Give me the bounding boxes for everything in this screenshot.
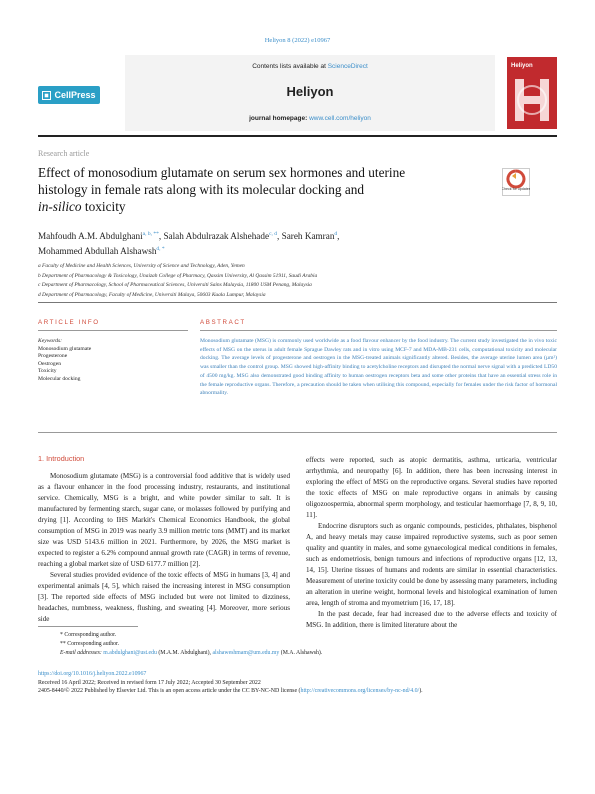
journal-citation[interactable]: Heliyon 8 (2022) e10967 xyxy=(264,37,331,44)
author: Mohammed Abdullah Alshawsh xyxy=(38,246,157,257)
author: Salah Abdulrazak Alshehade xyxy=(163,231,270,242)
article-type: Research article xyxy=(38,149,90,158)
header-rule xyxy=(38,135,557,137)
cellpress-logo xyxy=(38,86,100,104)
check-updates-label: Check for updates xyxy=(502,187,530,191)
cover-title: Heliyon xyxy=(511,63,533,69)
paragraph: effects were reported, such as atopic dermatitis, asthma, urticaria, ventricular arrhythmia, and neuropathy [6]. In addition, there has been increasing interest in exploring the effect of MSG on the reproductive organs. Several studies have reported the toxic effects of MSG on male reproductive organs in animals by causing oligozoospermia, abnormal sperm morphology, and testicular haemorrhage [7, 8, 9, 10, 11]. xyxy=(306,456,557,519)
email-link[interactable]: alshaweshmam@um.edu.my xyxy=(212,650,280,656)
article-info-rule xyxy=(38,330,188,331)
email-line: E-mail addresses: m.abdulghani@ust.edu (M.A.M. Abdulghani), alshaweshmam@um.edu.my (M.A. Alshawsh). xyxy=(60,650,323,656)
journal-cover xyxy=(507,57,557,129)
footnote: ** Corresponding author. xyxy=(60,641,120,647)
contents-line: Contents lists available at ScienceDirect xyxy=(252,63,368,70)
check-for-updates-badge[interactable] xyxy=(502,168,530,196)
footnote-rule xyxy=(38,626,138,627)
author: Mahfoudh A.M. Abdulghani xyxy=(38,231,143,242)
body-column-right xyxy=(306,455,557,631)
affiliation: d Department of Pharmacology, Faculty of Medicine, Universiti Malaya, 50603 Kuala Lumpur, Malaysia xyxy=(38,291,266,298)
keyword: Oestrogen xyxy=(38,360,61,367)
keyword: Toxicity xyxy=(38,368,57,375)
body-column-left xyxy=(38,471,290,625)
check-updates-icon xyxy=(502,168,530,196)
paragraph: Endocrine disruptors such as organic compounds, pesticides, phthalates, bisphenol A, and heavy metals may cause impaired reproductive systems, such as poor semen quality and quantity in males, and some gynaecological medical conditions in females, such as endometriosis, benign tumours and infections of reproductive organs [12, 13, 14, 15]. Uterine tissues of humans and rodents are similar in essential characteristics. Measurement of uterine toxicity could be done by assessing many parameters, including an alteration in uterine weight, hormonal levels and histological examination of lumen area, length of stroma and myometrium [16, 17, 18]. xyxy=(306,522,557,607)
keywords-block xyxy=(38,338,91,384)
sciencedirect-link[interactable]: ScienceDirect xyxy=(327,63,368,70)
affiliation: a Faculty of Medicine and Health Sciences, University of Science and Technology, Aden, Yemen xyxy=(38,263,245,269)
journal-name: Heliyon xyxy=(286,84,334,99)
section-divider xyxy=(38,302,557,303)
paragraph: Several studies provided evidence of the toxic effects of MSG in humans [3, 4] and experimental animals [4, 5], which raised the increasing interest in MSG consumption [3]. The reported side effects of MSG included but were not limited to dizziness, headaches, numbness, weakness, flushing, and sweating [4]. Moreover, more serious side xyxy=(38,571,290,623)
cellpress-logo-icon xyxy=(42,91,51,100)
keyword: Molecular docking xyxy=(38,375,81,382)
article-title: Effect of monosodium glutamate on serum sex hormones and uterine histology in female rats along with its molecular docking and in-silico toxicity xyxy=(38,165,406,214)
doi-link[interactable]: https://doi.org/10.1016/j.heliyon.2022.e10967 xyxy=(38,671,147,677)
abstract-text: Monosodium glutamate (MSG) is commonly used worldwide as a food flavour enhancer by the food industry. The current study investigated the in vivo toxic effects of MSG on the uterus in adult female Sprague Dawley rats and in vitro using MCF-7 and MDA-MB-231 cells, computational toxicity and molecular docking. The average levels of progesterone and oestrogen in the MSG-treated animals significantly altered. Besides, the average uterine lumen area (µm²) was smaller than the control group. MSG showed high-affinity binding to acetylcholine receptors and disrupted the normal nerve signal with a predicted LD50 of 4500 mg/kg. MSG also demonstrated good binding affinity to human oestrogen receptors beta and some other proteins that have an essential stress role in the female reproductive organs. Therefore, a precaution should be taken when utilising this compound, especially for females under the risk factor of hormonal abnormality. xyxy=(200,338,557,397)
cover-h-graphic xyxy=(511,75,553,125)
keyword: Progesterone xyxy=(38,353,68,360)
author-list: Mahfoudh A.M. Abdulghani$^{a, b, **}$, Salah Abdulrazak Alshehade$^{c, d}$, Sareh Kamran$^d$, Mohammed Abdullah Alshawsh$^{d, *}$ xyxy=(38,231,340,257)
received-dates: Received 16 April 2022; Received in revised form 17 July 2022; Accepted 30 September 2022 xyxy=(38,679,261,686)
affiliation: b Department of Pharmacology & Toxicology, Unaizah College of Pharmacy, Qassim University, Al Qassim 51911, Saudi Arabia xyxy=(38,272,318,279)
abstract-bottom-rule xyxy=(38,432,557,433)
license-link[interactable]: http://creativecommons.org/licenses/by-nc-nd/4.0/ xyxy=(300,688,420,694)
affiliations xyxy=(38,262,558,300)
license-line: 2405-8440/© 2022 Published by Elsevier Ltd. This is an open access article under the CC BY-NC-ND license (http://creativecommons.org/licenses/by-nc-nd/4.0/). xyxy=(38,688,423,694)
email-link[interactable]: m.abdulghani@ust.edu xyxy=(103,650,157,656)
affiliation: c Department of Pharmacology, School of Pharmaceutical Sciences, Universiti Sains Malaysia, 11800 USM Penang, Malaysia xyxy=(38,282,312,288)
article-meta-footer xyxy=(38,670,557,696)
author: Sareh Kamran xyxy=(281,231,335,242)
intro-heading: 1. Introduction xyxy=(38,454,85,463)
homepage-link[interactable]: www.cell.com/heliyon xyxy=(309,115,371,122)
journal-homepage: journal homepage: www.cell.com/heliyon xyxy=(249,115,371,122)
paragraph: Monosodium glutamate (MSG) is a controversial food additive that is widely used as a flavour enhancer in the food processing industry, restaurants, and institutional service. Chemically, MSG is a bright, and white powder similar to salt. It is manufactured by fermenting starch, sugar cane, or molasses followed by purifying and drying [1]. According to IHS Markit's Chemical Economics Handbook, the global consumption of MSG in 2019 was nearly 3.9 million metric tons (MMT) and its market size was USD 5143.6 million in 2021. Furthermore, by 2026, the MSG market is expected to register a 6.2% compound annual growth rate (CAGR) in terms of revenue, reaching a global market size of USD 6177.7 million [2]. xyxy=(38,472,290,568)
abstract-rule xyxy=(200,330,557,331)
footnotes xyxy=(60,631,322,658)
abstract-heading: ABSTRACT xyxy=(200,319,246,326)
cellpress-logo-text: CellPress xyxy=(54,90,96,100)
footnote: * Corresponding author. xyxy=(60,632,117,638)
keywords-label: Keywords: xyxy=(38,338,63,344)
paragraph: In the past decade, fear had increased due to the adverse effects and toxicity of MSG. In addition, there is limited literature about the xyxy=(306,610,557,629)
article-info-heading: ARTICLE INFO xyxy=(38,319,100,326)
keyword: Monosodium glutamate xyxy=(38,345,92,352)
